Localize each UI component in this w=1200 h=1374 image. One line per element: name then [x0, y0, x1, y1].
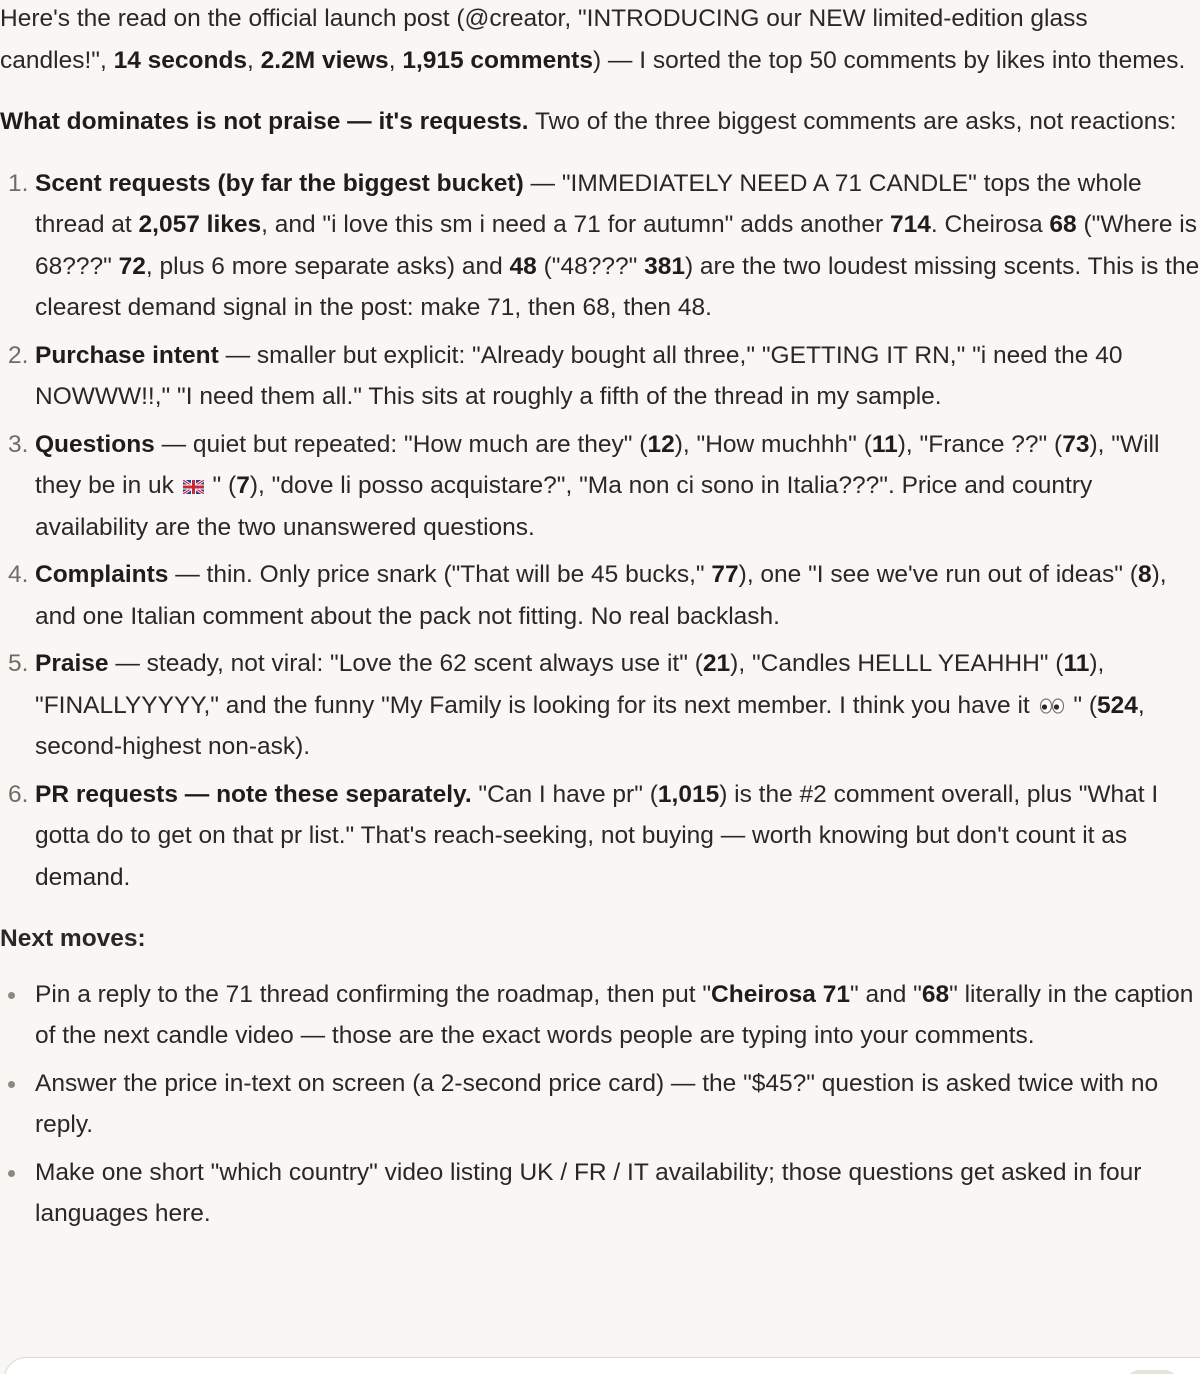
theme-text: ) is the #2 comment overall, plus "What I gotta do to get on that pr list." That's reach-seeking, not buying — worth knowing but don't count it as demand.	[35, 780, 1159, 891]
list-number: 6.	[8, 780, 29, 808]
like-count: 73	[1062, 430, 1090, 458]
list-number: 5.	[8, 650, 29, 677]
theme-text: " (	[1066, 691, 1098, 719]
next-move-item	[0, 1063, 1200, 1146]
theme-text: ), "How muchhh" (	[674, 430, 872, 458]
theme-text: ), "Candles HELLL YEAHHH" (	[730, 650, 1064, 677]
theme-text: ), and one Italian comment about the pack not fitting. No real backlash.	[35, 561, 1167, 630]
theme-text: ), "dove li posso acquistare?", "Ma non ci sono in Italia???". Price and country availability are the two unanswered questions.	[35, 472, 1093, 541]
list-number: 2.	[8, 341, 29, 369]
theme-title: Complaints	[35, 561, 169, 588]
theme-text: ), "FINALLYYYYY," and the funny "My Family is looking for its next member. I think you have it	[35, 650, 1105, 719]
theme-text: ), "Will they be in uk	[35, 430, 1160, 499]
lead-bold: What dominates is not praise — it's requests.	[0, 108, 529, 135]
move-text: Pin a reply to the 71 thread confirming the roadmap, then put "	[35, 980, 712, 1008]
like-count: 77	[711, 561, 739, 588]
like-count: 11	[871, 430, 898, 458]
intro-text: ,	[247, 46, 261, 74]
intro-duration: 14 seconds	[113, 46, 248, 74]
list-number: 4.	[8, 561, 29, 588]
theme-text: — smaller but explicit: "Already bought all three," "GETTING IT RN," "i need the 40 NOWWW!!," "I need them all." This sits at roughly a fifth of the thread in my sample.	[35, 341, 1123, 410]
theme-list	[0, 163, 1200, 899]
intro-text: Here's the read on the official launch post (@creator, "INTRODUCING our NEW limited-edition glass candles!",	[0, 5, 1088, 74]
message-composer[interactable]	[4, 1357, 1200, 1374]
like-count: 2,057 likes	[138, 211, 262, 238]
theme-item-pr-requests	[0, 774, 1200, 899]
theme-item-purchase-intent	[0, 335, 1200, 418]
theme-text: , and "i love this sm i need a 71 for autumn" adds another	[261, 211, 891, 238]
like-count: 1,015	[657, 780, 720, 808]
like-count: 7	[236, 472, 250, 499]
theme-title: Scent requests (by far the biggest bucket)	[35, 169, 524, 197]
theme-item-complaints	[0, 554, 1200, 637]
theme-title: Questions	[35, 430, 155, 458]
theme-text: ), "France ??" (	[897, 430, 1063, 458]
like-count: 8	[1137, 561, 1152, 588]
bullet-icon	[8, 992, 15, 999]
like-count: 21	[702, 650, 731, 677]
theme-text: , second-highest non-ask).	[35, 691, 1145, 760]
like-count: 12	[647, 430, 675, 458]
scent-number: 68	[1049, 211, 1077, 238]
list-number: 3.	[8, 430, 29, 458]
theme-item-scent-requests	[0, 163, 1200, 329]
bullet-icon	[8, 1170, 15, 1177]
move-keyword: Cheirosa 71	[711, 980, 850, 1008]
theme-text: , plus 6 more separate asks) and	[145, 252, 510, 280]
theme-text: — steady, not viral: "Love the 62 scent always use it" (	[108, 650, 703, 677]
theme-text: ("48???"	[536, 252, 645, 280]
intro-text: ,	[388, 46, 403, 74]
theme-text: — thin. Only price snark ("That will be 45 bucks,"	[168, 561, 712, 588]
theme-text: "Can I have pr" (	[471, 780, 658, 808]
lead-text: Two of the three biggest comments are asks, not reactions:	[528, 108, 1177, 135]
like-count: 72	[118, 252, 146, 280]
next-moves-list	[0, 974, 1200, 1235]
like-count: 11	[1063, 650, 1090, 677]
scent-number: 48	[509, 252, 537, 280]
theme-text: ) are the two loudest missing scents. This is the clearest demand signal in the post: make 71, then 68, then 48.	[35, 252, 1200, 321]
eyes-icon	[1039, 697, 1065, 715]
next-moves-heading: Next moves:	[0, 925, 146, 952]
move-text: Make one short "which country" video listing UK / FR / IT availability; those questions get asked in four languages here.	[35, 1158, 1142, 1227]
bullet-icon	[8, 1081, 15, 1088]
uk-flag-icon	[183, 480, 204, 494]
theme-text: ("Where is 68???"	[35, 211, 1197, 280]
next-move-item	[0, 974, 1200, 1057]
theme-title: PR requests — note these separately.	[35, 780, 472, 808]
theme-title: Praise	[35, 650, 109, 677]
like-count: 381	[644, 252, 685, 280]
intro-views: 2.2M views	[260, 46, 389, 74]
intro-text: ) — I sorted the top 50 comments by likes into themes.	[592, 46, 1186, 74]
theme-text: — "IMMEDIATELY NEED A 71 CANDLE" tops the whole thread at	[35, 169, 1142, 238]
theme-item-praise	[0, 643, 1200, 768]
like-count: 524	[1097, 691, 1138, 719]
next-move-item	[0, 1152, 1200, 1235]
move-text: Answer the price in-text on screen (a 2-second price card) — the "$45?" question is asked twice with no reply.	[35, 1069, 1159, 1138]
move-text: " literally in the caption of the next candle video — those are the exact words people are typing into your comments.	[35, 980, 1194, 1049]
intro-paragraph	[0, 0, 1200, 81]
theme-title: Purchase intent	[35, 341, 219, 369]
move-text: " and "	[849, 980, 922, 1008]
theme-text: . Cheirosa	[930, 211, 1050, 238]
theme-text: ), one "I see we've run out of ideas" (	[738, 561, 1138, 588]
list-number: 1.	[8, 169, 29, 197]
theme-item-questions	[0, 424, 1200, 549]
move-keyword: 68	[921, 980, 950, 1008]
lead-paragraph	[0, 101, 1200, 143]
like-count: 714	[890, 211, 931, 238]
theme-text: " (	[205, 472, 237, 499]
intro-comments: 1,915 comments	[402, 46, 593, 74]
theme-text: — quiet but repeated: "How much are they" (	[154, 430, 648, 458]
